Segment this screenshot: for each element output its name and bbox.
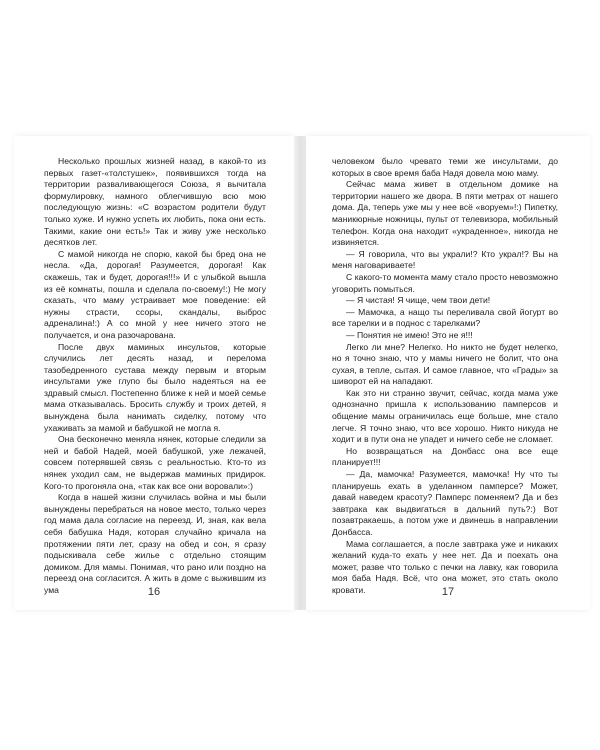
paragraph: Как это ни странно звучит, сейчас, когда мама уже однозначно пришла к использованию памперсов и общение мамы ограничилась еще больше, мне стало легче. Я точно знаю, что все хорошо. Никто никуда не ходит и в пути она не упадет и ничего себе не сломает. (332, 387, 558, 445)
paragraph: — Мамочка, а нащо ты переливала свой йогурт во все тарелки и в поднос с тарелками? (332, 306, 558, 329)
paragraph: Несколько прошлых жизней назад, в какой-то из первых газет-«толстушек», появившихся тогда на территории разваливающегося Союза, я вычитала формулировку, намного облегчившую всю мою последующую жизнь: «С возрастом родители будут только хуже. И нужно успеть их любить, пока они есть. Такими, какие они есть!» Так и живу уже несколько десятков лет. (44, 156, 266, 248)
paragraph: Но возвращаться на Донбасс она все еще планирует!!! (332, 445, 558, 468)
paragraph: Когда в нашей жизни случилась война и мы были вынуждены перебраться на новое место, только через год мама дала согласие на переезд. И, зная, как вела себя бабушка Надя, которая случайно кричала на протяжении пяти лет, сразу на обед и сон, я сразу подыскивала себе жилье с отдельно стоящим домиком. Для мамы. Понимая, что рано или поздно на переезд она согласится. А жить в доме с выжившим из ума (44, 492, 266, 595)
page-number: 17 (441, 586, 455, 598)
paragraph: С мамой никогда не спорю, какой бы бред она не несла. «Да, дорогая! Разумеется, дорогая! Как скажешь, так и будет, дорогая!!!» И с улыбкой вышла из её комнаты, пошла и сделала по-своему!:) Не могу сказать, что маму устраивает мое поведение: ей нужны страсти, ссоры, скандалы, выброс адреналина!:) А со мной у нее ничего этого не получается, и она разочарована. (44, 248, 266, 340)
paragraph: Легко ли мне? Нелегко. Но никто не будет нелегко, но я точно знаю, что у мамы ничего не болит, что она сухая, в тепле, сытая. И самое главное, что «Грады» за шиворот ей на нападают. (332, 341, 558, 387)
right-page (306, 136, 590, 610)
paragraph: — Понятия не имею! Это не я!!! (346, 329, 473, 340)
left-page-text (44, 156, 266, 597)
page-number: 16 (147, 586, 161, 598)
paragraph: После двух маминых инсультов, которые случились лет десять назад, и перелома тазобедренного сустава между первым и вторым инсультами уже глупо бы было надеяться на ее здравый смысл. Постепенно ближе к ней и моей семье мама отказывалась. Бросить службу и троих детей, я вынуждена была нанимать сиделку, потому что ухаживать за мамой и бабушкой не могла я. (44, 341, 266, 433)
book-gutter (294, 136, 306, 610)
paragraph: — Я говорила, что вы украли!? Кто украл!? Вы на меня наговариваете! (332, 248, 558, 271)
paragraph: Мама соглашается, а после завтрака уже и никаких желаний куда-то ехать у нее нет. Да и поехать она может, разве что только с печки на лавку, как говорила моя баба Надя. Всё, что она может, это стать около кровати. (332, 538, 558, 595)
paragraph: человеком было чревато теми же инсультами, до которых в свое время баба Надя довела мою маму. (332, 156, 558, 178)
paragraph: — Я чистая! Я чище, чем твои дети! (346, 295, 491, 306)
paragraph: Сейчас мама живет в отдельном домике на территории нашего же двора. В пяти метрах от нашего дома. Да, теперь уже мы у нее всё «воруем»!:) Пипетку, маникюрные ножницы, пульт от телевизора, мобильный телефон. Когда она находит «украденное», никогда не извиняется. (332, 179, 558, 248)
paragraph: — Да, мамочка! Разумеется, мамочка! Ну что ты планируешь ехать в уделанном памперсе? Может, давай наведем красоту? Памперс поменяем? Да и без завтрака как выдвигаться в дальний путь?:) Вот позавтракаешь, а потом уже и двинешь в направлении Донбасса. (332, 469, 558, 537)
paragraph: С какого-то момента маму стало просто невозможно уговорить помыться. (332, 271, 558, 294)
paragraph: Она бесконечно меняла нянек, которые следили за ней и бабой Надей, моей бабушкой, уже лежачей, совсем потерявшей связь с реальностью. Кто-то из нянек уходил сам, не выдержав маминых придирок. Кого-то прогоняла она, «так как все они воровали»:) (44, 434, 266, 491)
right-page-text (332, 156, 558, 597)
left-page (14, 136, 294, 610)
